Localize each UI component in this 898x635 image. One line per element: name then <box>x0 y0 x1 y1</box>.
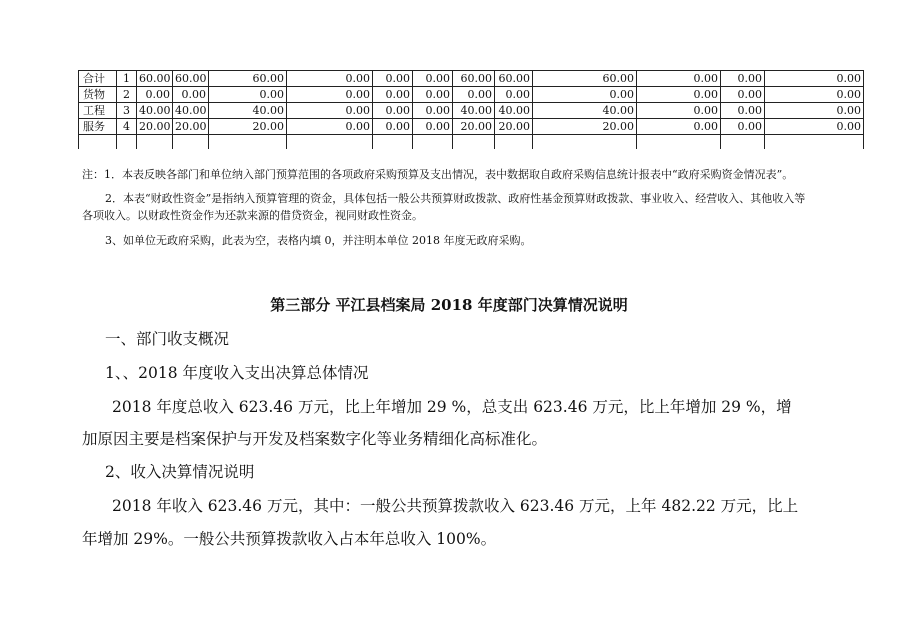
table-cell: 0.00 <box>137 87 173 103</box>
table-row <box>79 119 864 135</box>
table-cell: 20.00 <box>453 119 495 135</box>
table-cell: 0.00 <box>413 119 453 135</box>
row-label: 服务 <box>79 119 117 135</box>
paragraph-total-line2: 加原因主要是档案保护与开发及档案数字化等业务精细化高标准化。 <box>82 430 548 448</box>
table-cell: 0.00 <box>287 119 373 135</box>
table-row <box>79 71 864 87</box>
table-cell-empty <box>373 135 413 150</box>
note-2-line1: 2．本表“财政性资金”是指纳入预算管理的资金，具体包括一般公共预算财政拨款、政府性基金预算财政拨款、事业收入、经营收入、其他收入等 <box>105 192 806 205</box>
table-cell: 20.00 <box>209 119 287 135</box>
table-cell: 0.00 <box>373 119 413 135</box>
table-cell: 40.00 <box>495 103 533 119</box>
table-cell: 20.00 <box>173 119 209 135</box>
table-cell-empty <box>495 135 533 150</box>
section-title: 第三部分 平江县档案局 2018 年度部门决算情况说明 <box>270 296 628 314</box>
table-cell-empty <box>137 135 173 150</box>
table-cell: 60.00 <box>533 71 637 87</box>
table-cell: 0.00 <box>637 87 721 103</box>
heading-overview: 一、部门收支概况 <box>105 330 230 348</box>
table-cell: 0.00 <box>721 119 765 135</box>
table-cell: 0.00 <box>765 103 864 119</box>
table-cell: 0.00 <box>637 103 721 119</box>
table-cell: 40.00 <box>453 103 495 119</box>
table-row <box>79 87 864 103</box>
table-cell: 0.00 <box>721 103 765 119</box>
table-cell: 0.00 <box>765 119 864 135</box>
paragraph-income-line2: 年增加 29%。一般公共预算拨款收入占本年总收入 100%。 <box>82 530 497 548</box>
table-cell: 60.00 <box>495 71 533 87</box>
row-index: 2 <box>117 87 137 103</box>
table-cell-empty <box>173 135 209 150</box>
table-cell: 60.00 <box>137 71 173 87</box>
table-cell-empty <box>79 135 117 150</box>
table-cell: 20.00 <box>137 119 173 135</box>
table-cell: 60.00 <box>209 71 287 87</box>
row-label: 合计 <box>79 71 117 87</box>
table-cell-empty <box>765 135 864 150</box>
table-cell: 60.00 <box>173 71 209 87</box>
table-cell-empty <box>287 135 373 150</box>
table-cell: 0.00 <box>495 87 533 103</box>
table-cell: 0.00 <box>209 87 287 103</box>
table-cell: 40.00 <box>209 103 287 119</box>
heading-total: 1、、2018 年度收入支出决算总体情况 <box>105 364 369 382</box>
table-cell: 0.00 <box>373 103 413 119</box>
table-cell: 0.00 <box>173 87 209 103</box>
row-label: 工程 <box>79 103 117 119</box>
paragraph-total-line1: 2018 年度总收入 623.46 万元，比上年增加 29 %，总支出 623.46 万元，比上年增加 29 %，增 <box>112 398 792 416</box>
table-cell: 0.00 <box>721 71 765 87</box>
table-cell: 0.00 <box>287 71 373 87</box>
table-cell: 40.00 <box>533 103 637 119</box>
table-cell: 0.00 <box>287 87 373 103</box>
paragraph-income-line1: 2018 年收入 623.46 万元，其中：一般公共预算拨款收入 623.46 万元，上年 482.22 万元，比上 <box>112 497 799 515</box>
table-cell: 0.00 <box>765 87 864 103</box>
table-cell: 0.00 <box>637 71 721 87</box>
procurement-table <box>78 70 864 149</box>
row-index: 4 <box>117 119 137 135</box>
table-cell-empty <box>209 135 287 150</box>
table-cell: 0.00 <box>413 71 453 87</box>
table-cell-empty <box>721 135 765 150</box>
row-label: 货物 <box>79 87 117 103</box>
table-cell-empty <box>117 135 137 150</box>
note-3: 3、如单位无政府采购，此表为空，表格内填 0，并注明本单位 2018 年度无政府采购。 <box>105 234 532 247</box>
table-cell: 0.00 <box>453 87 495 103</box>
note-1: 注：1．本表反映各部门和单位纳入部门预算范围的各项政府采购预算及支出情况，表中数据取自政府采购信息统计报表中“政府采购资金情况表”。 <box>82 168 794 181</box>
table-cell-empty <box>453 135 495 150</box>
table-cell: 60.00 <box>453 71 495 87</box>
table-cell-empty <box>533 135 637 150</box>
row-index: 1 <box>117 71 137 87</box>
note-2-line2: 各项收入。以财政性资金作为还款来源的借贷资金，视同财政性资金。 <box>82 209 423 222</box>
table-cell: 0.00 <box>413 87 453 103</box>
table-cell-empty <box>637 135 721 150</box>
table-cell: 40.00 <box>173 103 209 119</box>
table-cell: 40.00 <box>137 103 173 119</box>
table-cell-empty <box>413 135 453 150</box>
table-cell: 0.00 <box>287 103 373 119</box>
table-row <box>79 103 864 119</box>
table-cell: 0.00 <box>765 71 864 87</box>
table-cell: 0.00 <box>413 103 453 119</box>
table-cell: 0.00 <box>637 119 721 135</box>
row-index: 3 <box>117 103 137 119</box>
table-cell: 20.00 <box>533 119 637 135</box>
table-cell: 0.00 <box>373 87 413 103</box>
table-cell: 0.00 <box>721 87 765 103</box>
table-cell: 0.00 <box>533 87 637 103</box>
heading-income: 2、收入决算情况说明 <box>105 463 255 481</box>
table-cell: 0.00 <box>373 71 413 87</box>
table-row-empty <box>79 135 864 150</box>
table-cell: 20.00 <box>495 119 533 135</box>
